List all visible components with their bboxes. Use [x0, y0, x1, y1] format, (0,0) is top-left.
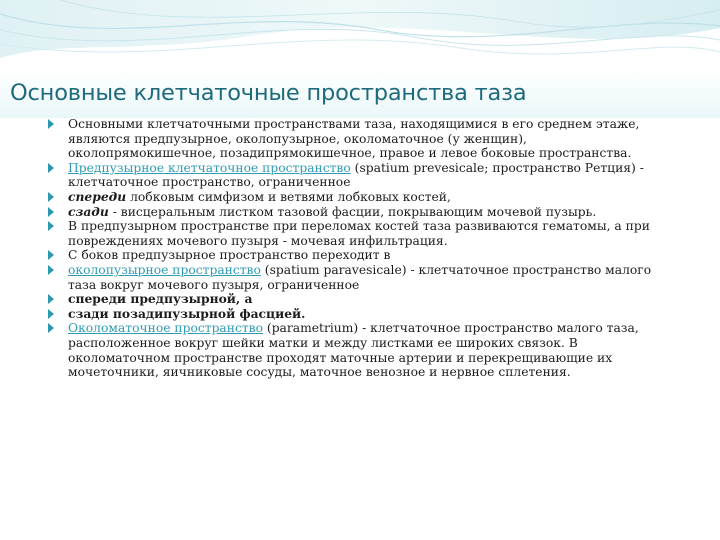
- bullet-item: [48, 117, 670, 161]
- bullet-emphasis: спереди: [68, 188, 127, 204]
- bullet-arrow-icon: [48, 323, 54, 333]
- bullet-text: (spatium prevesicale; пространство Ретция) - клетчаточное пространство, ограниченное: [68, 160, 644, 190]
- bullet-list: [48, 117, 670, 380]
- bullet-arrow-icon: [48, 309, 54, 319]
- bullet-emphasis: сзади: [68, 203, 109, 219]
- bullet-text: (parametrium) - клетчаточное пространство малого таза, расположенное вокруг шейки матки и между листками ее широких связок. В околоматочном пространстве проходят маточные артерии и перекрещивающие их мочеточники, яичниковые сосуды, маточное венозное и нервное сплетения.: [68, 321, 639, 380]
- bullet-text: Основными клетчаточными пространствами таза, находящимися в его среднем этаже, являются предпузырное, околопузырное, околоматочное (у женщин), околопрямокишечное, позадипрямокишечное, правое и левое боковые пространства.: [68, 117, 640, 161]
- bullet-text: С боков предпузырное пространство переходит в: [68, 248, 391, 263]
- bullet-item: [48, 219, 670, 248]
- bullet-item: [48, 263, 670, 292]
- bullet-arrow-icon: [48, 250, 54, 260]
- bullet-arrow-icon: [48, 294, 54, 304]
- bullet-text: лобковым симфизом и ветвями лобковых костей,: [126, 189, 451, 204]
- bullet-item: [48, 161, 670, 190]
- bullet-arrow-icon: [48, 221, 54, 231]
- term-link[interactable]: околопузырное пространство: [68, 262, 261, 277]
- bullet-item: [48, 190, 670, 205]
- bullet-arrow-icon: [48, 163, 54, 173]
- bullet-text: - висцеральным листком тазовой фасции, покрывающим мочевой пузырь.: [108, 204, 597, 219]
- bullet-item: [48, 205, 670, 220]
- bullet-text: В предпузырном пространстве при переломах костей таза развиваются гематомы, а при повреждениях мочевого пузыря - мочевая инфильтрация.: [68, 219, 650, 248]
- bullet-item: [48, 321, 670, 379]
- bullet-arrow-icon: [48, 192, 54, 202]
- bullet-arrow-icon: [48, 207, 54, 217]
- bullet-arrow-icon: [48, 119, 54, 129]
- bullet-arrow-icon: [48, 265, 54, 275]
- slide-title: Основные клетчаточные пространства таза: [10, 80, 527, 106]
- bullet-text: спереди предпузырной, а: [68, 291, 253, 307]
- bullet-item: [48, 307, 670, 322]
- bullet-text: сзади позадипузырной фасцией.: [68, 305, 306, 321]
- decorative-curves: [0, 0, 720, 72]
- bullet-item: [48, 248, 670, 263]
- term-link[interactable]: Предпузырное клетчаточное пространство: [68, 160, 351, 175]
- bullet-text: (spatium paravesicale) - клетчаточное пространство малого таза вокруг мочевого пузыря, ограниченное: [68, 262, 652, 292]
- bullet-item: [48, 292, 670, 307]
- term-link[interactable]: Околоматочное пространство: [68, 321, 263, 336]
